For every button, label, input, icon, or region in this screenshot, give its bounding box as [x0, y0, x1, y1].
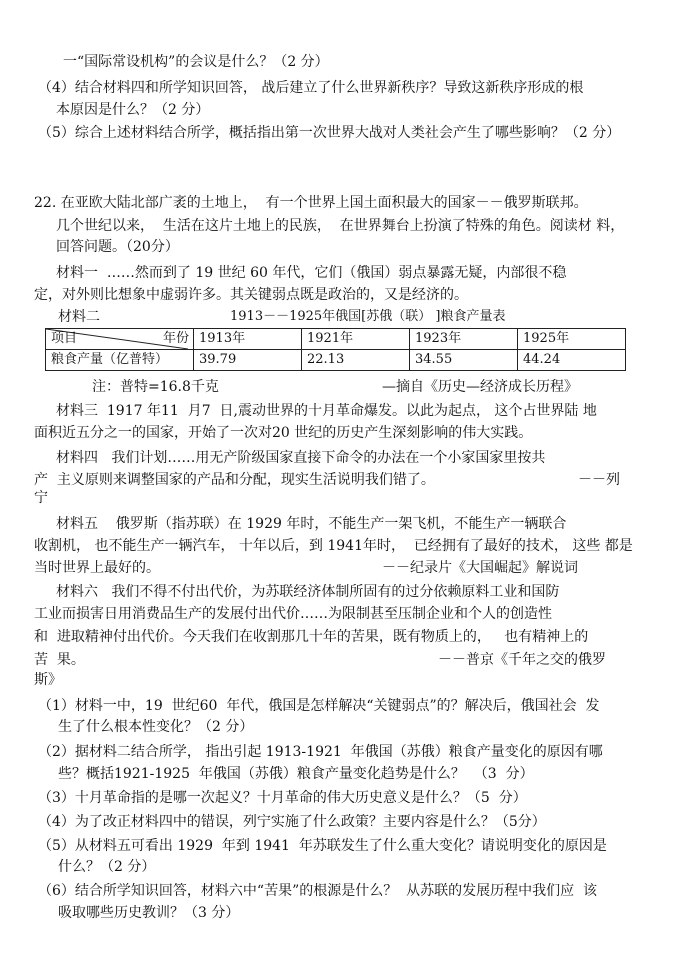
question-4: （4）为了改正材料四中的错误，列宁实施了什么政策？主要内容是什么？（5分）	[38, 814, 546, 830]
question-1: （1）材料一中，19 世纪60 年代，俄国是怎样解决“关键弱点”的？解决后，俄国社会 发	[38, 698, 600, 714]
material-5: 材料五 俄罗斯（指苏联）在 1929 年时，不能生产一架飞机，不能生产一辆联合	[56, 516, 567, 532]
table-header-row	[46, 329, 626, 350]
material-4-author: 宁	[34, 490, 48, 506]
q21-question-4-cont: 本原因是什么？（2 分）	[56, 102, 210, 118]
question-3: （3）十月革命指的是哪一次起义？十月革命的伟大历史意义是什么？（5 分）	[38, 790, 527, 806]
material-4-source: －－列	[578, 472, 620, 488]
material-1-cont: 定，对外则比想象中虚弱许多。其关键弱点既是政治的，又是经济的。	[34, 287, 468, 303]
question-5-cont: 什么？（2 分）	[58, 859, 156, 875]
table-source: —摘自《历史—经济成长历程》	[382, 379, 578, 395]
table-title: 1913－－1925年俄国[苏俄（联） ]粮食产量表	[230, 309, 506, 324]
q21-question-5: （5）综合上述材料结合所学，概括指出第一次世界大战对人类社会产生了哪些影响？（2 分）	[38, 125, 621, 141]
question-6: （6）结合所学知识回答，材料六中“苦果”的根源是什么？ 从苏联的发展历程中我们应 该	[38, 883, 598, 899]
question-5: （5）从材料五可看出 1929 年到 1941 年苏联发生了什么重大变化？请说明变化的原因是	[38, 838, 607, 854]
table-corner-cell	[46, 329, 194, 350]
q22-intro: 22. 在亚欧大陆北部广袤的土地上， 有一个世界上国土面积最大的国家－－俄罗斯联邦。	[34, 195, 588, 211]
table-data-row	[46, 350, 626, 371]
material-6-cont: 工业而损害日用消费品生产的发展付出代价……为限制甚至压制企业和个人的创造性	[34, 606, 552, 622]
question-6-cont: 吸取哪些历史教训？（3 分）	[58, 905, 240, 921]
q21-question-4: （4）结合材料四和所学知识回答， 战后建立了什么世界新秩序？导致这新秩序形成的根	[38, 80, 584, 96]
material-6-source: －－普京《千年之交的俄罗	[438, 652, 606, 668]
q21-line-continued: 一“国际常设机构”的会议是什么？（2 分）	[63, 54, 329, 70]
value-cell: 34.55	[410, 350, 518, 371]
year-cell: 1913年	[194, 329, 302, 350]
material-4-cont: 产 主义原则来调整国家的产品和分配，现实生活说明我们错了。	[34, 472, 435, 488]
material-5-source: －－纪录片《大国崛起》解说词	[382, 560, 578, 576]
q22-intro-2: 几个世纪以来， 生活在这片土地上的民族， 在世界舞台上扮演了特殊的角色。阅读材 料，	[56, 218, 625, 234]
material-3: 材料三 1917 年11 月7 日,震动世界的十月革命爆发。以此为起点， 这个占世界陆 地	[56, 403, 597, 419]
material-6: 材料六 我们不得不付出代价，为苏联经济体制所固有的过分依赖原料工业和国防	[56, 584, 560, 600]
value-cell: 44.24	[518, 350, 626, 371]
material-2-label: 材料二	[58, 309, 100, 325]
value-cell: 22.13	[302, 350, 410, 371]
material-6-cont-2: 和 进取精神付出代价。今天我们在收割那几十年的苦果，既有物质上的， 也有精神上的	[34, 629, 589, 645]
material-6-source-end: 斯》	[34, 672, 62, 688]
material-1: 材料一 ……然而到了 19 世纪 60 年代，它们（俄国）弱点暴露无疑，内部很不稳	[56, 265, 567, 281]
material-6-cont-3: 苦 果。	[34, 652, 85, 668]
material-5-cont: 收割机， 也不能生产一辆汽车， 十年以后，到 1941年时， 已经拥有了最好的技术， 这些 都是	[34, 538, 633, 554]
question-2-cont: 些？概括1921-1925 年俄国（苏俄）粮食产量变化趋势是什么？ （3 分）	[58, 766, 534, 782]
corner-label-item: 项目	[51, 331, 78, 346]
year-cell: 1921年	[302, 329, 410, 350]
value-cell: 39.79	[194, 350, 302, 371]
row-label: 粮食产量（亿普特）	[46, 350, 194, 371]
material-3-cont: 面积近五分之一的国家，开始了一次对20 世纪的历史产生深刻影响的伟大实践。	[34, 425, 533, 441]
material-5-cont-2: 当时世界上最好的。	[34, 560, 160, 576]
table-note: 注：普特=16.8千克	[92, 379, 219, 395]
year-cell: 1925年	[518, 329, 626, 350]
question-1-cont: 生了什么根本性变化？（2 分）	[58, 719, 254, 735]
corner-label-year: 年份	[162, 331, 189, 346]
material-4: 材料四 我们计划……用无产阶级国家直接下命令的办法在一个小家国家里按共	[56, 450, 546, 466]
q22-intro-3: 回答问题。（20分）	[56, 239, 179, 255]
year-cell: 1923年	[410, 329, 518, 350]
grain-output-table	[45, 328, 626, 371]
question-2: （2）据材料二结合所学， 指出引起 1913-1921 年俄国（苏俄）粮食产量变化的原因有哪	[38, 744, 603, 760]
